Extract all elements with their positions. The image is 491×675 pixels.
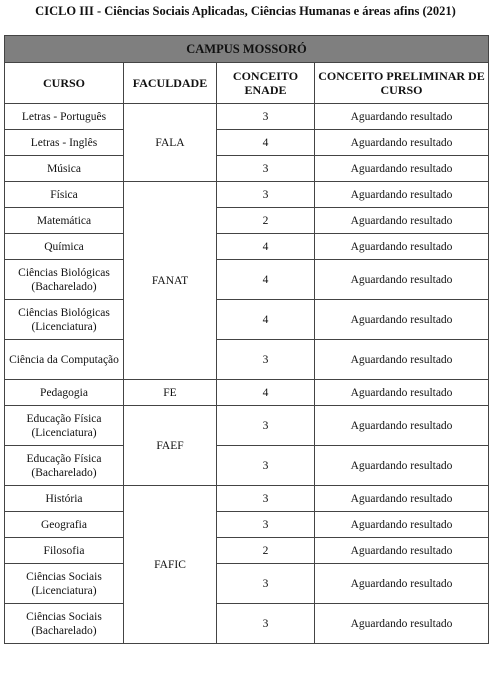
course-name: História [5,486,124,512]
cpc-status: Aguardando resultado [315,104,489,130]
cpc-status: Aguardando resultado [315,130,489,156]
cpc-status: Aguardando resultado [315,486,489,512]
course-name: Pedagogia [5,380,124,406]
course-name: Matemática [5,208,124,234]
cpc-status: Aguardando resultado [315,538,489,564]
course-name: Letras - Inglês [5,130,124,156]
enade-score: 3 [217,564,315,604]
table-row [5,538,489,564]
course-name: Educação Física (Bacharelado) [5,446,124,486]
course-name: Química [5,234,124,260]
enade-score: 4 [217,300,315,340]
column-header-faculdade: FACULDADE [124,63,217,104]
campus-courses-table [4,35,489,644]
cpc-status: Aguardando resultado [315,260,489,300]
enade-score: 4 [217,260,315,300]
table-row [5,156,489,182]
table-row [5,260,489,300]
course-name: Música [5,156,124,182]
table-row [5,208,489,234]
faculty-cell: FAEF [124,406,217,486]
enade-score: 3 [217,182,315,208]
enade-score: 3 [217,604,315,644]
cpc-status: Aguardando resultado [315,446,489,486]
enade-score: 4 [217,130,315,156]
table-row [5,446,489,486]
cpc-status: Aguardando resultado [315,512,489,538]
course-name: Ciências Sociais (Bacharelado) [5,604,124,644]
faculty-cell: FALA [124,104,217,182]
cpc-status: Aguardando resultado [315,182,489,208]
enade-score: 2 [217,538,315,564]
table-row [5,234,489,260]
cpc-status: Aguardando resultado [315,564,489,604]
enade-score: 2 [217,208,315,234]
column-header-enade: CONCEITO ENADE [217,63,315,104]
table-row [5,130,489,156]
cpc-status: Aguardando resultado [315,300,489,340]
course-name: Física [5,182,124,208]
table-row [5,380,489,406]
enade-score: 3 [217,446,315,486]
course-name: Educação Física (Licenciatura) [5,406,124,446]
cpc-status: Aguardando resultado [315,234,489,260]
enade-score: 3 [217,340,315,380]
cpc-status: Aguardando resultado [315,340,489,380]
enade-score: 4 [217,234,315,260]
faculty-cell: FE [124,380,217,406]
column-header-curso: CURSO [5,63,124,104]
enade-score: 3 [217,156,315,182]
table-row [5,340,489,380]
course-name: Ciências Sociais (Licenciatura) [5,564,124,604]
enade-score: 3 [217,406,315,446]
campus-header: CAMPUS MOSSORÓ [5,36,489,63]
course-name: Ciência da Computação [5,340,124,380]
table-row [5,564,489,604]
table-row [5,406,489,446]
course-name: Geografia [5,512,124,538]
course-name: Ciências Biológicas (Bacharelado) [5,260,124,300]
enade-score: 3 [217,486,315,512]
column-header-cpc: CONCEITO PRELIMINAR DE CURSO [315,63,489,104]
table-row [5,512,489,538]
cpc-status: Aguardando resultado [315,380,489,406]
cpc-status: Aguardando resultado [315,406,489,446]
enade-score: 4 [217,380,315,406]
cpc-status: Aguardando resultado [315,604,489,644]
document-title: CICLO III - Ciências Sociais Aplicadas, Ciências Humanas e áreas afins (2021) [35,4,456,18]
table-row [5,486,489,512]
table-row [5,604,489,644]
course-name: Letras - Português [5,104,124,130]
faculty-cell: FAFIC [124,486,217,644]
enade-score: 3 [217,104,315,130]
cpc-status: Aguardando resultado [315,208,489,234]
table-row [5,300,489,340]
faculty-cell: FANAT [124,182,217,380]
course-name: Ciências Biológicas (Licenciatura) [5,300,124,340]
course-name: Filosofia [5,538,124,564]
table-row [5,182,489,208]
cpc-status: Aguardando resultado [315,156,489,182]
enade-score: 3 [217,512,315,538]
table-row [5,104,489,130]
